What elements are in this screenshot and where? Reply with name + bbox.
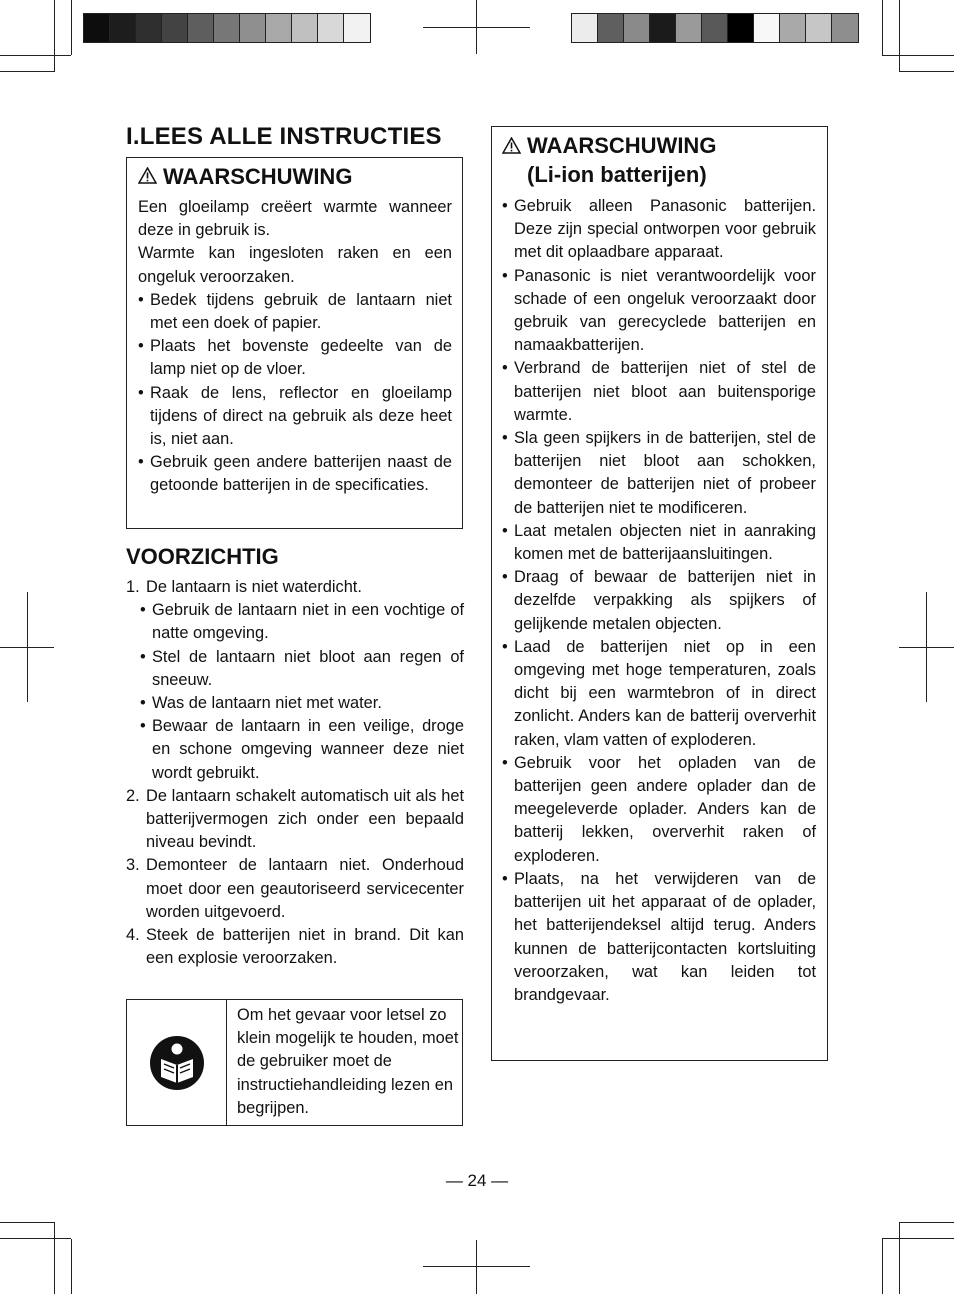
left-warning-list xyxy=(138,289,452,498)
list-item: • Draag of bewaar de batterijen niet in dezelfde verpakking als spijkers of gelijkende metalen objecten. xyxy=(502,566,816,636)
color-swatch xyxy=(780,14,806,42)
section-title: I.LEES ALLE INSTRUCTIES xyxy=(126,123,442,150)
list-item: • Gebruik alleen Panasonic batterijen. Deze zijn special ontworpen voor gebruik met dit oplaadbare apparaat. xyxy=(502,195,816,265)
left-warning-intro-2: Warmte kan ingesloten raken en een ongeluk veroorzaken. xyxy=(138,244,452,286)
warning-triangle-icon xyxy=(138,167,157,184)
color-swatch xyxy=(110,14,136,42)
list-item: • Panasonic is niet verantwoordelijk voor schade of een ongeluk veroorzaakt door gebruik van gerecyclede batterijen en namaakbatterijen. xyxy=(502,265,816,358)
color-swatch xyxy=(344,14,370,42)
read-manual-icon xyxy=(149,1035,205,1091)
list-item: • Gebruik geen andere batterijen naast de getoonde batterijen in de specificaties. xyxy=(138,451,452,497)
manual-notice-box xyxy=(126,999,463,1126)
left-warning-intro-1: Een gloeilamp creëert warmte wanneer deze in gebruik is. xyxy=(138,198,452,240)
left-warning-heading: WAARSCHUWING xyxy=(138,164,452,190)
color-calibration-bar-right xyxy=(571,13,859,43)
color-swatch xyxy=(84,14,110,42)
warning-triangle-icon xyxy=(502,137,521,154)
color-swatch xyxy=(832,14,858,42)
list-item: • Sla geen spijkers in de batterijen, stel de batterijen niet bloot aan schokken, demonteer de batterijen niet of probeer de batterijen niet te modificeren. xyxy=(502,427,816,520)
list-item: • Gebruik de lantaarn niet in een vochtige of natte omgeving. xyxy=(140,599,464,645)
caution-heading: VOORZICHTIG xyxy=(126,544,279,569)
color-swatch xyxy=(572,14,598,42)
color-swatch xyxy=(318,14,344,42)
list-item: 4. Steek de batterijen niet in brand. Dit kan een explosie veroorzaken. xyxy=(126,926,464,968)
color-swatch xyxy=(162,14,188,42)
color-swatch xyxy=(214,14,240,42)
left-warning-box xyxy=(126,157,463,529)
color-swatch xyxy=(188,14,214,42)
color-swatch xyxy=(624,14,650,42)
list-item: • Bewaar de lantaarn in een veilige, droge en schone omgeving wanneer deze niet wordt gebruikt. xyxy=(140,715,464,785)
list-item: 2. De lantaarn schakelt automatisch uit als het batterijvermogen zich onder een bepaald niveau bevindt. xyxy=(126,786,464,852)
list-item: • Was de lantaarn niet met water. xyxy=(140,692,464,715)
color-swatch xyxy=(266,14,292,42)
list-item: • Bedek tijdens gebruik de lantaarn niet met een doek of papier. xyxy=(138,289,452,335)
right-warning-box xyxy=(491,126,828,1061)
list-item: • Laat metalen objecten niet in aanraking komen met de batterijaansluitingen. xyxy=(502,520,816,566)
color-swatch xyxy=(754,14,780,42)
color-swatch xyxy=(292,14,318,42)
right-warning-list xyxy=(502,195,816,1007)
right-warning-heading: WAARSCHUWING (Li-ion batterijen) xyxy=(502,131,816,189)
list-item: • Gebruik voor het opladen van de batterijen geen andere oplader dan de meegeleverde oplader. Anders kan de batterij lekken, oververhit raken of exploderen. xyxy=(502,752,816,868)
list-item: 1. De lantaarn is niet waterdicht. • Gebruik de lantaarn niet in een vochtige of natte omgeving. • Stel de lantaarn niet bloot aan regen of sneeuw. • Was de lantaarn niet met water. • Bewaar de lantaarn in een veilige, droge en schone omgeving wanneer deze niet wordt gebruikt. xyxy=(126,576,464,785)
list-item: • Laad de batterijen niet op in een omgeving met hoge temperaturen, zoals dicht bij een warmtebron of in direct zonlicht. Anders kan de batterij oververhit raken, vlam vatten of exploderen. xyxy=(502,636,816,752)
list-item: • Plaats het bovenste gedeelte van de lamp niet op de vloer. xyxy=(138,335,452,381)
color-swatch xyxy=(676,14,702,42)
list-item: 3. Demonteer de lantaarn niet. Onderhoud moet door een geautoriseerd servicecenter worden uitgevoerd. xyxy=(126,856,464,921)
color-swatch xyxy=(806,14,832,42)
color-swatch xyxy=(702,14,728,42)
caution-list xyxy=(126,576,464,970)
list-item: • Plaats, na het verwijderen van de batterijen uit het apparaat of de oplader, het batterijendeksel altijd terug. Anders kunnen de batterijcontacten kortsluiting veroorzaken, wat kan leiden tot brandgevaar. xyxy=(502,868,816,1007)
manual-notice-text: Om het gevaar voor letsel zo klein mogelijk te houden, moet de gebruiker moet de instructiehandleiding lezen en begrijpen. xyxy=(237,1006,459,1117)
list-item: • Stel de lantaarn niet bloot aan regen of sneeuw. xyxy=(140,646,464,692)
list-item: • Verbrand de batterijen niet of stel de batterijen niet bloot aan buitensporige warmte. xyxy=(502,357,816,427)
page-number: — 24 — xyxy=(445,1171,509,1190)
color-swatch xyxy=(728,14,754,42)
color-swatch xyxy=(598,14,624,42)
manual-notice-icon-cell xyxy=(127,1000,227,1125)
color-swatch xyxy=(650,14,676,42)
color-swatch xyxy=(136,14,162,42)
list-item: • Raak de lens, reflector en gloeilamp tijdens of direct na gebruik als deze heet is, niet aan. xyxy=(138,382,452,452)
color-calibration-bar-left xyxy=(83,13,371,43)
color-swatch xyxy=(240,14,266,42)
